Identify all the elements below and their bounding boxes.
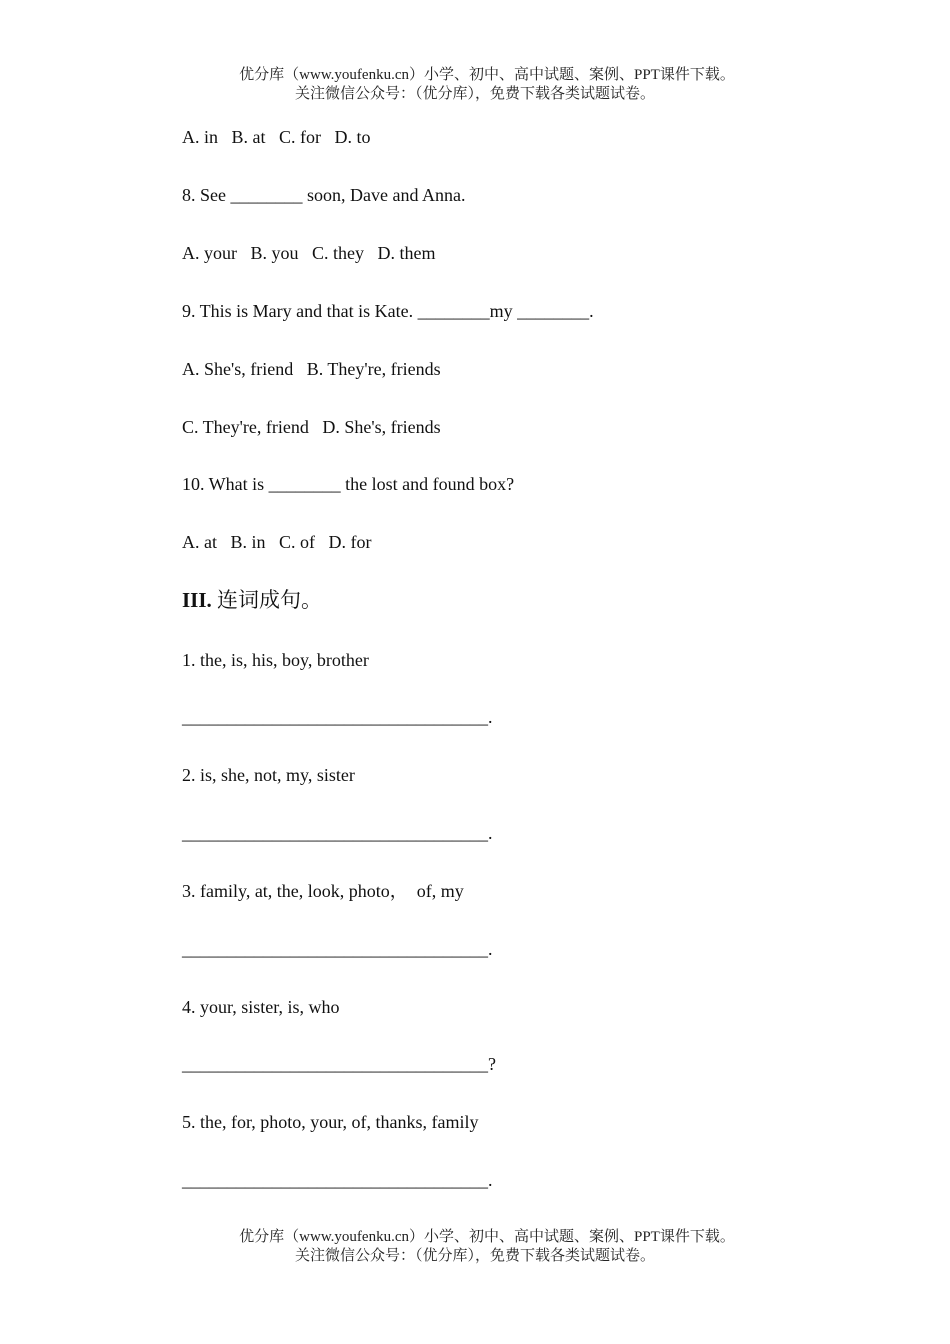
q8-options: A. your B. you C. they D. them (182, 243, 436, 263)
reorder-item-1-words: 1. the, is, his, boy, brother (182, 650, 369, 670)
page-header (0, 66, 950, 104)
section-3-numeral: III. (182, 588, 212, 612)
reorder-item-2-words: 2. is, she, not, my, sister (182, 765, 355, 785)
reorder-item-1-answer-line: __________________________________. (182, 707, 493, 727)
q9-options-row-1: A. She's, friend B. They're, friends (182, 359, 441, 379)
q9-options-row-2: C. They're, friend D. She's, friends (182, 417, 441, 437)
reorder-item-3-words: 3. family, at, the, look, photo， of, my (182, 881, 464, 901)
section-3-heading (182, 587, 322, 613)
reorder-item-2-answer-line: __________________________________. (182, 823, 493, 843)
page-footer (0, 1228, 950, 1266)
header-line-1: 优分库（www.youfenku.cn）小学、初中、高中试题、案例、PPT课件下载。 (239, 67, 735, 83)
reorder-item-3-answer-line: __________________________________. (182, 939, 493, 959)
q10-question: 10. What is ________ the lost and found box? (182, 474, 515, 494)
reorder-item-5-answer-line: __________________________________. (182, 1170, 493, 1190)
reorder-item-4-words: 4. your, sister, is, who (182, 997, 340, 1017)
q8-question: 8. See ________ soon, Dave and Anna. (182, 185, 466, 205)
q10-options: A. at B. in C. of D. for (182, 532, 372, 552)
section-3-title: 连词成句。 (211, 588, 323, 612)
q9-question: 9. This is Mary and that is Kate. ________my ________. (182, 301, 594, 321)
q7-options: A. in B. at C. for D. to (182, 127, 371, 147)
header-line-2: 关注微信公众号：（优分库），免费下载各类试题试卷。 (294, 86, 655, 102)
reorder-item-4-answer-line: __________________________________? (182, 1054, 496, 1074)
footer-line-2: 关注微信公众号：（优分库），免费下载各类试题试卷。 (294, 1248, 655, 1264)
reorder-item-5-words: 5. the, for, photo, your, of, thanks, family (182, 1112, 479, 1132)
footer-line-1: 优分库（www.youfenku.cn）小学、初中、高中试题、案例、PPT课件下载。 (239, 1229, 735, 1245)
